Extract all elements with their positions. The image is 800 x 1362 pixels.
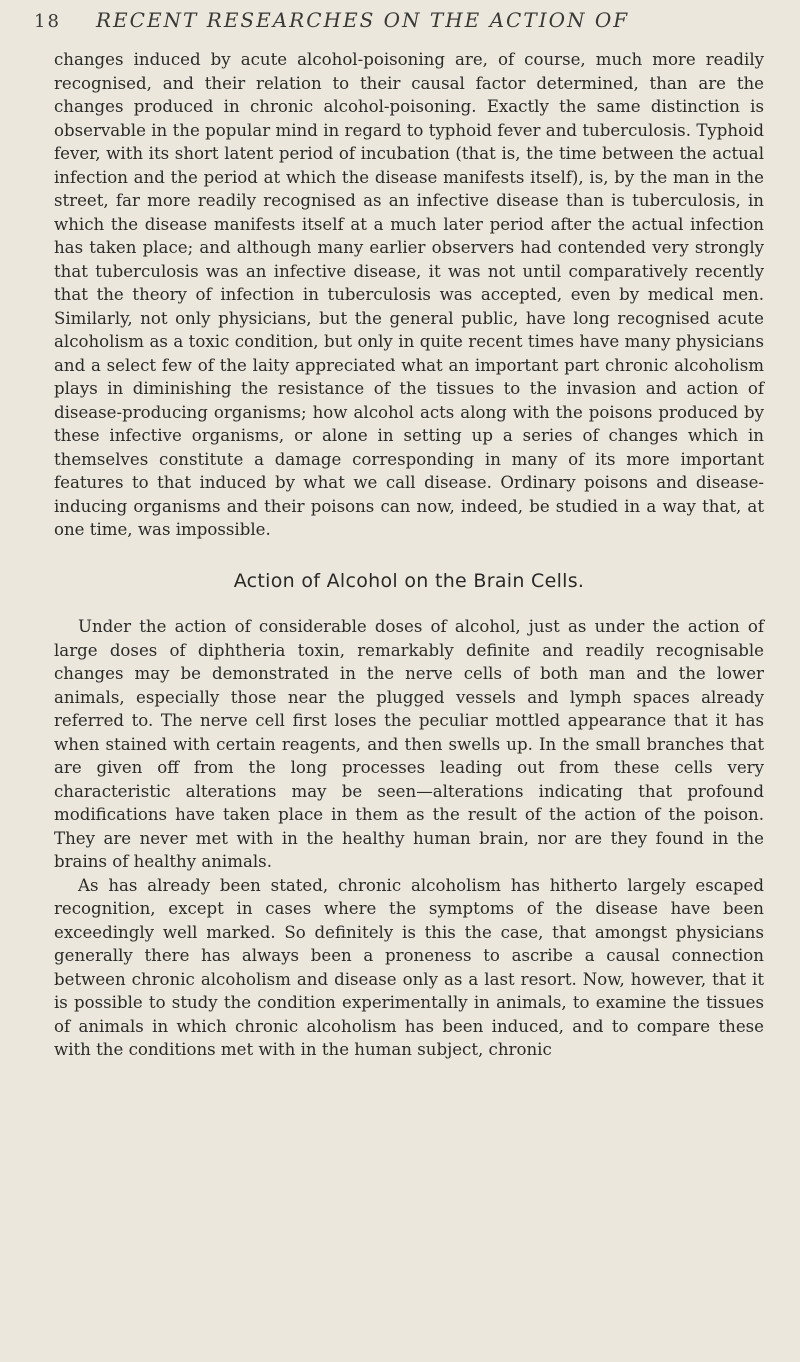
running-header bbox=[34, 8, 754, 42]
body-text bbox=[54, 48, 764, 1062]
paragraph: As has already been stated, chronic alcoholism has hitherto largely escaped recognition, except in cases where the symptoms of the disease have been exceedingly well marked. So definitely is this the case, that amongst physicians generally there has always been a proneness to ascribe a causal connection between chronic alcoholism and disease only as a last resort. Now, however, that it is possible to study the condition experimentally in animals, to examine the tissues of animals in which chronic alcoholism has been induced, and to compare these with the conditions met with in the human subject, chronic bbox=[54, 875, 764, 1059]
paragraph: Under the action of considerable doses of alcohol, just as under the action of large doses of diphtheria toxin, remarkably definite and readily recognisable changes may be demonstrated in the nerve cells of both man and the lower animals, especially those near the plugged vessels and lymph spaces already referred to. The nerve cell first loses the peculiar mottled appearance that it has when stained with certain reagents, and then swells up. In the small branches that are given off from the long processes leading out from these cells very characteristic alterations may be seen—alterations indicating that profound modifications have taken place in them as the result of the action of the poison. They are never met with in the healthy human brain, nor are they found in the brains of healthy animals. bbox=[54, 617, 764, 871]
page-number: 18 bbox=[34, 11, 61, 32]
paragraph-continued: changes induced by acute alcohol-poisoning are, of course, much more readily recognised, and their relation to their causal factor determined, than are the changes produced in chronic alcohol-poisoning. Exactly the same distinction is observable in the popular mind in regard to typhoid fever and tuberculosis. Typhoid fever, with its short latent period of incubation (that is, the time between the actual infection and the period at which the disease manifests itself), is, by the man in the street, far more readily recognised as an infective disease than is tuberculosis, in which the disease manifests itself at a much later period after the actual infection has taken place; and although many earlier observers had contended very strongly that tuberculosis was an infective disease, it was not until comparatively recently that the theory of infection in tuberculosis was accepted, even by medical men. Similarly, not only physicians, but the general public, have long recognised acute alcoholism as a toxic condition, but only in quite recent times have many physicians and a select few of the laity appreciated what an important part chronic alcoholism plays in diminishing the resistance of the tissues to the invasion and action of disease-producing organisms; how alcohol acts along with the poisons produced by these infective organisms, or alone in setting up a series of changes which in themselves constitute a damage corresponding in many of its more important features to that induced by what we call disease. Ordinary poisons and disease-inducing organisms and their poisons can now, indeed, be studied in a way that, at one time, was impossible. bbox=[54, 50, 764, 539]
section-heading: Action of Alcohol on the Brain Cells. bbox=[233, 569, 585, 592]
running-title: RECENT RESEARCHES ON THE ACTION OF bbox=[96, 8, 630, 32]
